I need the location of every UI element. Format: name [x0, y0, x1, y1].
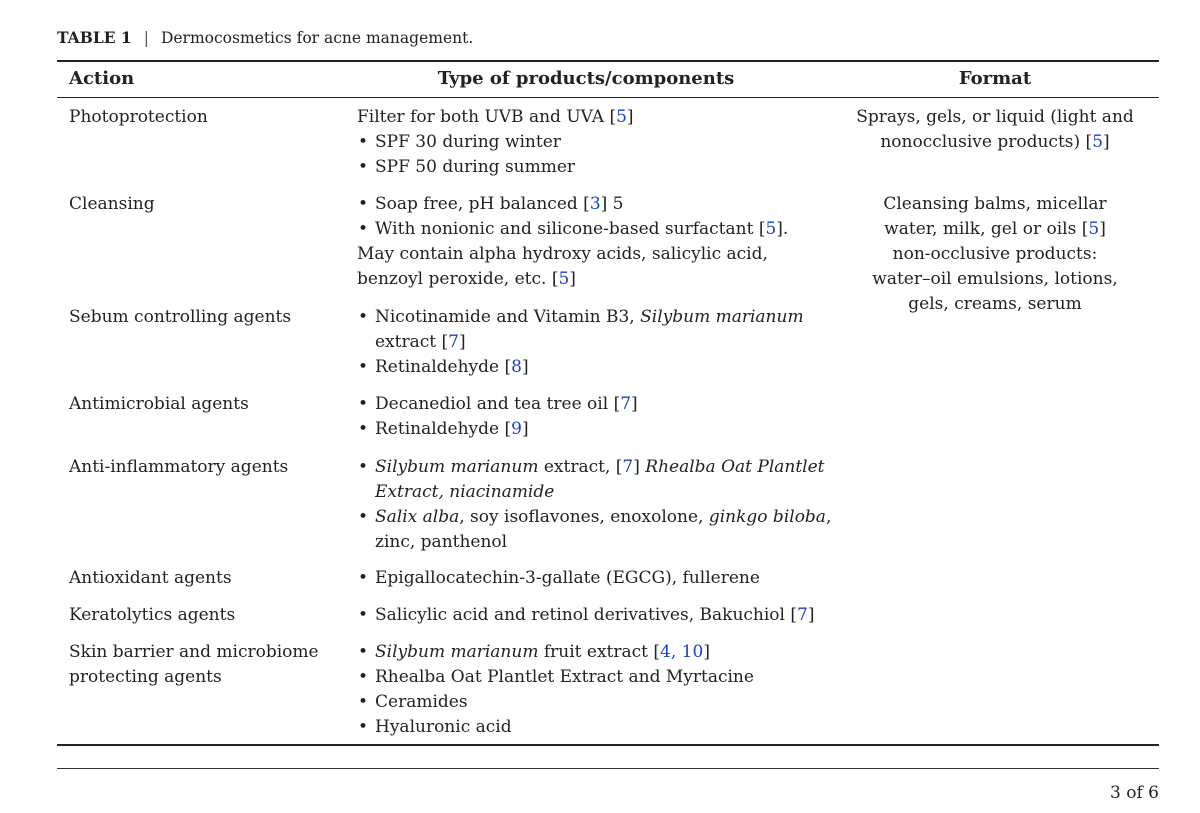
caption-separator: | [143, 29, 149, 47]
format-cell [835, 192, 1155, 317]
text-span: [ [615, 457, 623, 477]
text-span: ] [521, 419, 529, 439]
type-cell [357, 105, 827, 180]
text-span: 5 [607, 194, 624, 214]
text-span: ] [703, 642, 710, 662]
text-span: With nonionic and silicone-based surfactant [375, 219, 759, 239]
text-span: Retinaldehyde [375, 357, 505, 377]
italic-text: Extract, niacinamide [375, 482, 555, 502]
text-span: [ [583, 194, 590, 214]
page-number: 3 of 6 [1110, 783, 1159, 803]
text-span: benzoyl peroxide, etc. [357, 269, 552, 289]
text-span: [ [613, 394, 621, 414]
action-line: Keratolytics agents [69, 605, 236, 625]
format-line [835, 105, 1155, 130]
action-cell [69, 192, 339, 217]
text-span: [ [653, 642, 661, 662]
italic-text: ginkgo biloba [708, 507, 826, 527]
text-span: ] [807, 605, 815, 625]
action-line: protecting agents [69, 667, 222, 687]
text-span: Ceramides [375, 692, 468, 712]
text-span: Epigallocatechin-3-gallate (EGCG), fullerene [375, 568, 760, 588]
text-span: Retinaldehyde [375, 419, 505, 439]
format-line [835, 267, 1155, 292]
italic-text: Silybum marianum [375, 642, 539, 662]
citation-link[interactable]: 7 [448, 332, 459, 352]
bullet-continuation [357, 480, 827, 505]
citation-link[interactable]: 5 [1088, 219, 1100, 239]
action-cell [69, 640, 339, 690]
text-span: nonocclusive products) [880, 132, 1086, 152]
text-span: gels, creams, serum [908, 294, 1082, 314]
italic-text: Rhealba Oat Plantlet [645, 457, 825, 477]
bullet-item [357, 355, 827, 380]
bullet-item [357, 690, 827, 715]
text-span: [ [1081, 219, 1089, 239]
type-cell [357, 455, 832, 555]
bullet-item [357, 130, 827, 155]
text-span: extract, [538, 457, 616, 477]
header-format: Format [958, 68, 1032, 89]
text-span: Decanediol and tea tree oil [375, 394, 614, 414]
text-span: zinc, panthenol [375, 532, 508, 552]
action-cell [69, 305, 339, 330]
bullet-item [357, 715, 827, 740]
type-cell [357, 305, 827, 380]
action-line: Anti-inflammatory agents [69, 457, 289, 477]
action-line: Skin barrier and microbiome [69, 642, 319, 662]
text-span: ] [521, 357, 529, 377]
text-span: SPF 30 during winter [375, 132, 561, 152]
bullet-item [357, 192, 827, 217]
text-span: extract [375, 332, 442, 352]
citation-link[interactable]: 5 [616, 107, 627, 127]
citation-link[interactable]: 7 [797, 605, 808, 625]
text-span: ] [458, 332, 466, 352]
italic-text: Silybum marianum [640, 307, 804, 327]
type-cell [357, 640, 827, 740]
citation-link[interactable]: 3 [589, 194, 601, 214]
bullet-item [357, 566, 827, 591]
text-span: non-occlusive products: [892, 244, 1098, 264]
type-cell [357, 392, 827, 442]
text-span: SPF 50 during summer [375, 157, 576, 177]
action-cell [69, 566, 339, 591]
header-action: Action [69, 68, 135, 89]
table-caption [57, 28, 473, 47]
text-span: [ [441, 332, 449, 352]
text-span: [ [609, 107, 617, 127]
format-line [835, 192, 1155, 217]
bullet-item [357, 305, 827, 330]
text-span: ] [569, 269, 576, 289]
table-label: TABLE 1 [57, 28, 132, 47]
format-line [835, 130, 1155, 155]
text-span: Salicylic acid and retinol derivatives, Bakuchiol [375, 605, 791, 625]
bullet-item [357, 155, 827, 180]
text-span: [ [790, 605, 798, 625]
action-cell [69, 455, 339, 480]
text-span: [ [504, 357, 512, 377]
text-span: Rhealba Oat Plantlet Extract and Myrtacine [375, 667, 754, 687]
bullet-item [357, 640, 827, 665]
table-header-rule [57, 97, 1159, 98]
citation-link[interactable]: 5 [558, 269, 570, 289]
text-span: [ [758, 219, 766, 239]
citation-link[interactable]: 8 [511, 357, 522, 377]
table-bottom-rule [57, 744, 1159, 746]
text-span: Cleansing balms, micellar [883, 194, 1107, 214]
action-cell [69, 105, 339, 130]
text-span: Filter for both UVB and UVA [357, 107, 610, 127]
citation-link[interactable]: 5 [765, 219, 777, 239]
text-span: , soy isoflavones, enoxolone, [459, 507, 709, 527]
action-cell [69, 603, 339, 628]
format-line [835, 292, 1155, 317]
citation-link[interactable]: 7 [620, 394, 632, 414]
type-cell [357, 566, 827, 591]
action-line: Sebum controlling agents [69, 307, 292, 327]
italic-text: Silybum marianum [375, 457, 539, 477]
text-span: Sprays, gels, or liquid (light and [856, 107, 1134, 127]
action-line: Antioxidant agents [69, 568, 232, 588]
bullet-continuation [357, 330, 827, 355]
bullet-item [357, 217, 827, 242]
italic-text: Salix alba [375, 507, 460, 527]
bullet-item [357, 603, 827, 628]
text-span: water–oil emulsions, lotions, [872, 269, 1118, 289]
table-title: Dermocosmetics for acne management. [160, 29, 474, 47]
citation-link[interactable]: 7 [622, 457, 634, 477]
citation-link[interactable]: 5 [1092, 132, 1104, 152]
format-cell [835, 105, 1155, 155]
text-span: fruit extract [538, 642, 654, 662]
text-span: ] [600, 194, 608, 214]
table-top-rule [57, 60, 1159, 62]
type-line [357, 105, 827, 130]
text-span: ] [631, 394, 638, 414]
bullet-item [357, 392, 827, 417]
type-cell [357, 192, 827, 292]
action-line: Antimicrobial agents [69, 394, 249, 414]
bullet-item [357, 665, 827, 690]
text-span: Soap free, pH balanced [375, 194, 584, 214]
text-span: [ [504, 419, 512, 439]
text-span: , [825, 507, 832, 527]
text-span: ] [776, 219, 783, 239]
bullet-item [357, 505, 832, 530]
text-span: ] [1103, 132, 1110, 152]
action-line: Photoprotection [69, 107, 208, 127]
bullet-continuation [357, 530, 827, 555]
type-line [357, 267, 827, 292]
text-span: [ [551, 269, 559, 289]
format-line [835, 217, 1155, 242]
bullet-item [357, 417, 827, 442]
citation-link[interactable]: 9 [511, 419, 522, 439]
action-line: Cleansing [69, 194, 155, 214]
footer-rule [57, 768, 1159, 769]
type-cell [357, 603, 827, 628]
text-span: ] [626, 107, 634, 127]
text-span: [ [1085, 132, 1093, 152]
text-span: Nicotinamide and Vitamin B3, [375, 307, 641, 327]
text-span: May contain alpha hydroxy acids, salicylic acid, [357, 244, 768, 264]
text-span: water, milk, gel or oils [884, 219, 1082, 239]
header-type: Type of products/components [437, 68, 735, 89]
type-line [357, 242, 827, 267]
action-cell [69, 392, 339, 417]
format-line [835, 242, 1155, 267]
text-span: Hyaluronic acid [375, 717, 512, 737]
text-span: ] [1099, 219, 1106, 239]
text-span: ] [633, 457, 640, 477]
citation-link[interactable]: 4, 10 [660, 642, 704, 662]
text-span: . [782, 219, 789, 239]
bullet-item [357, 455, 827, 480]
